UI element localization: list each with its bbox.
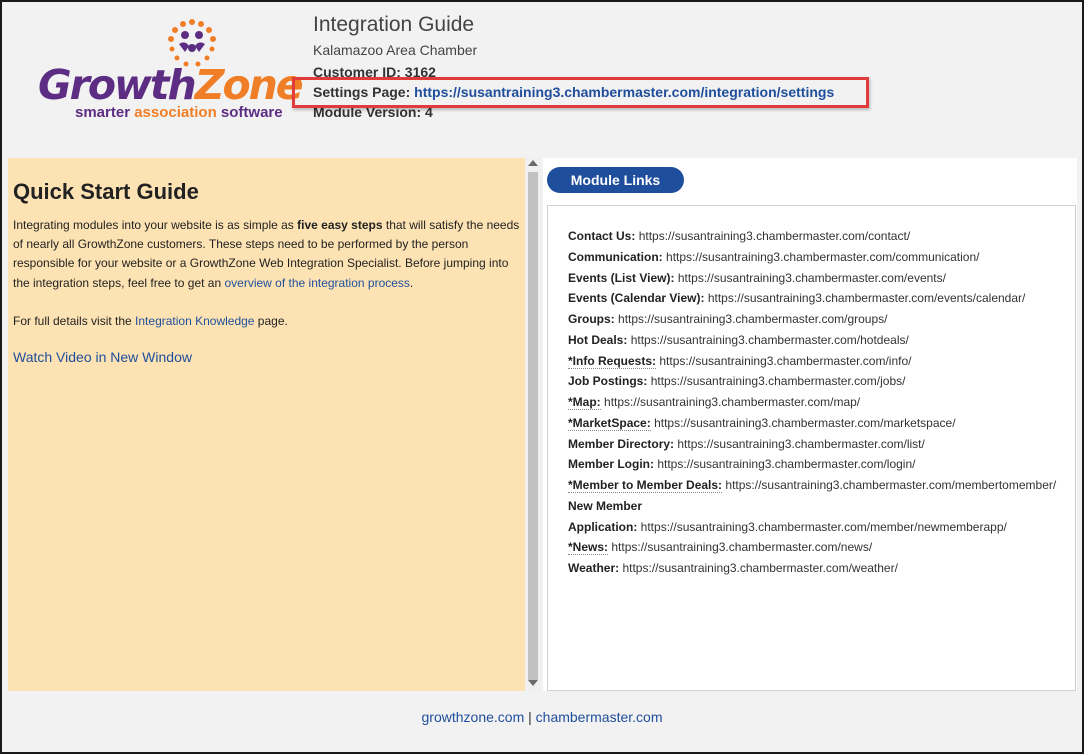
module-link-url: https://susantraining3.chambermaster.com/weather/: [622, 561, 898, 575]
module-link-row: [568, 454, 1075, 475]
quick-start-details: For full details visit the Integration Knowledge page.: [13, 313, 288, 328]
module-link-row: [568, 309, 1075, 330]
logo-tagline: smarter association software: [75, 104, 283, 121]
overview-link[interactable]: overview of the integration process: [224, 275, 410, 290]
module-link-url: https://susantraining3.chambermaster.com/info/: [659, 353, 912, 368]
module-link-row: [568, 226, 1075, 247]
module-link-label[interactable]: *Member to Member Deals:: [568, 478, 723, 492]
module-link-label[interactable]: *MarketSpace:: [568, 415, 651, 430]
module-link-row: [568, 558, 1075, 579]
scroll-up-arrow-icon[interactable]: [528, 160, 538, 166]
module-link-row: [568, 496, 1075, 517]
module-link-row: [568, 517, 1075, 538]
integration-knowledge-link[interactable]: Integration Knowledge: [135, 313, 255, 328]
module-link-label[interactable]: *Info Requests:: [568, 353, 657, 368]
module-link-row: [568, 288, 1075, 309]
quick-start-title: Quick Start Guide: [13, 179, 199, 204]
module-link-url: https://susantraining3.chambermaster.com/events/calendar/: [707, 291, 1026, 306]
growthzone-link[interactable]: growthzone.com: [421, 709, 525, 725]
module-link-label: Weather:: [568, 561, 620, 575]
module-link-label: Events (Calendar View):: [568, 291, 705, 306]
module-links-button[interactable]: Module Links: [547, 167, 684, 193]
module-link-url: https://susantraining3.chambermaster.com/events/: [677, 270, 946, 285]
settings-highlight-box: [292, 77, 869, 108]
logo-wordmark: GrowthZone: [38, 61, 302, 109]
module-link-row: [568, 475, 1075, 496]
vertical-scrollbar[interactable]: [525, 158, 541, 691]
module-link-row: [568, 392, 1075, 413]
module-link-url: https://susantraining3.chambermaster.com/jobs/: [650, 374, 906, 389]
customer-id: Customer ID: 3162: [313, 64, 436, 80]
module-link-row: [568, 413, 1075, 434]
module-link-label: Hot Deals:: [568, 332, 628, 347]
module-link-row: [568, 330, 1075, 351]
module-link-label: Member Directory:: [568, 436, 675, 451]
module-link-url: https://susantraining3.chambermaster.com/news/: [611, 540, 873, 555]
growthzone-logo: [38, 18, 302, 123]
module-link-url: https://susantraining3.chambermaster.com/list/: [677, 436, 925, 451]
module-link-row: [568, 351, 1075, 372]
module-link-label[interactable]: *News:: [568, 540, 609, 555]
module-link-label: Communication:: [568, 249, 663, 264]
module-link-url: https://susantraining3.chambermaster.com/membertomember/: [725, 478, 1057, 492]
scroll-down-arrow-icon[interactable]: [528, 680, 538, 686]
module-link-url: https://susantraining3.chambermaster.com/groups/: [618, 312, 888, 326]
module-link-url: https://susantraining3.chambermaster.com/communication/: [666, 249, 980, 264]
module-link-label: Events (List View):: [568, 270, 675, 285]
module-link-label: Member Login:: [568, 457, 654, 472]
module-link-label[interactable]: *Map:: [568, 395, 601, 409]
module-link-row: [568, 537, 1075, 558]
module-link-row: [568, 247, 1075, 268]
settings-page-link[interactable]: https://susantraining3.chambermaster.com/integration/settings: [414, 84, 835, 100]
module-link-url: https://susantraining3.chambermaster.com/hotdeals/: [630, 332, 909, 347]
module-links-list: [547, 205, 1076, 691]
module-link-label: Application:: [568, 519, 638, 534]
page-title: Integration Guide: [313, 13, 475, 36]
module-link-url: https://susantraining3.chambermaster.com/contact/: [638, 229, 911, 243]
module-link-row: [568, 434, 1075, 455]
module-link-url: https://susantraining3.chambermaster.com/marketspace/: [654, 415, 956, 430]
module-link-label: New Member: [568, 498, 643, 513]
module-link-label: Job Postings:: [568, 374, 648, 389]
chamber-name: Kalamazoo Area Chamber: [313, 42, 478, 58]
module-link-url: https://susantraining3.chambermaster.com/member/newmemberapp/: [640, 519, 1007, 534]
settings-page-row: Settings Page: https://susantraining3.chambermaster.com/integration/settings: [313, 84, 835, 100]
module-link-label: Contact Us:: [568, 229, 636, 243]
footer: growthzone.com | chambermaster.com: [421, 709, 663, 725]
module-link-url: https://susantraining3.chambermaster.com/login/: [657, 457, 916, 472]
module-link-row: [568, 371, 1075, 392]
quick-start-intro: Integrating modules into your website is as simple as five easy steps that will satisfy the needs of nearly all GrowthZone customers. These steps need to be performed by the person responsible for your website or a GrowthZone Web Integration Specialist. Before jumping into the integration steps, feel free to get an overview of the integration process.: [13, 218, 520, 290]
chambermaster-link[interactable]: chambermaster.com: [535, 709, 663, 725]
module-link-row: [568, 268, 1075, 289]
watch-video-link[interactable]: Watch Video in New Window: [13, 349, 192, 366]
module-link-url: https://susantraining3.chambermaster.com/map/: [604, 395, 861, 409]
module-version: Module Version: 4: [313, 104, 433, 120]
module-link-label: Groups:: [568, 312, 615, 326]
scroll-thumb[interactable]: [528, 172, 538, 680]
quick-start-panel: [8, 158, 525, 691]
